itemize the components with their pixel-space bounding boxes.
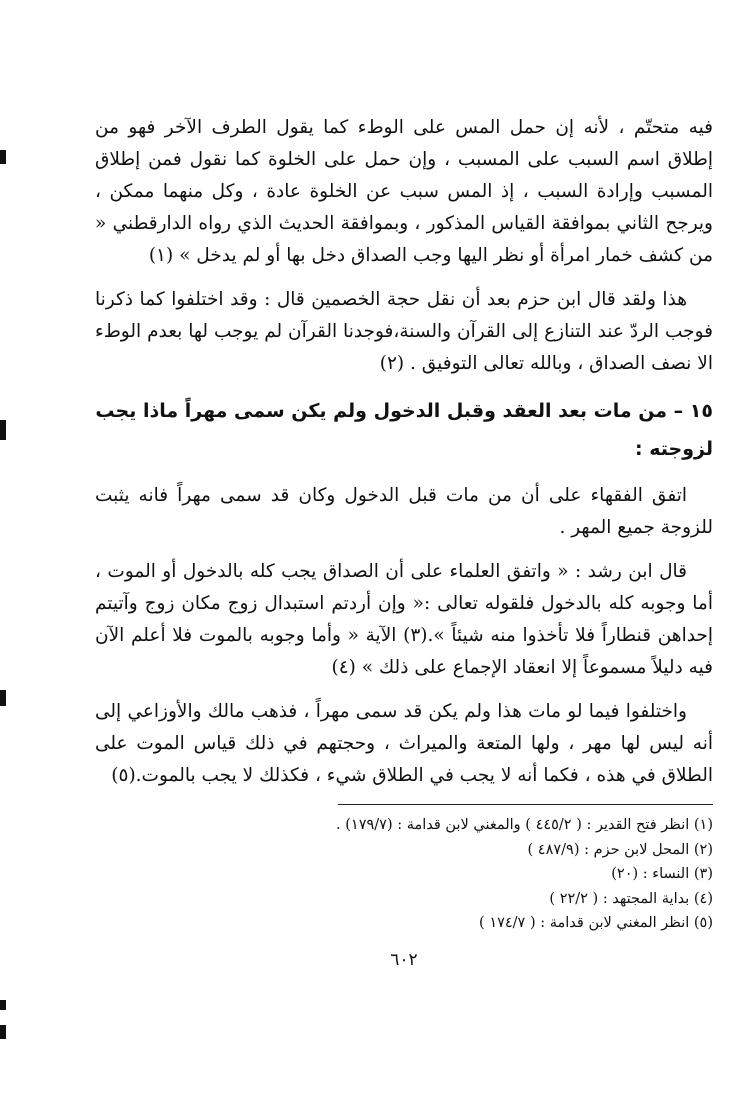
paragraph-continuation: فيه متحتّم ، لأنه إن حمل المس على الوطء كما يقول الطرف الآخر فهو من إطلاق اسم السبب على المسبب ، وإن حمل على الخلوة كما نقول فمن إطلاق المسبب وإرادة السبب ، إذ المس سبب عن الخلوة عادة ، وكل منهما ممكن ، ويرجح الثاني بموافقة القياس المذكور ، وبموافقة الحديث الذي رواه الدارقطني « من كشف خمار امرأة أو نظر اليها وجب الصداق دخل بها أو لم يدخل » (١) (95, 117, 713, 266)
footnote-2: (٢) المحل لابن حزم : (٤٨٧/٩ ) (527, 841, 713, 858)
footnote-5: (٥) انظر المغني لابن قدامة : ( ١٧٤/٧ ) (479, 915, 713, 931)
scan-edge-mark (0, 420, 6, 440)
footnote-3: (٣) النساء : (٢٠) (611, 866, 713, 882)
scan-edge-mark (0, 690, 6, 706)
document-page (95, 112, 713, 970)
section-heading: ١٥ – من مات بعد العقد وقبل الدخول ولم يكن سمى مهراً ماذا يجب لزوجته : (95, 400, 713, 460)
paragraph-ibn-hazm: هذا ولقد قال ابن حزم بعد أن نقل حجة الخصمين قال : وقد اختلفوا كما ذكرنا فوجب الردّ عند التنازع إلى القرآن والسنة،فوجدنا القرآن لم يوجب لها بعدم الوطء الا نصف الصداق ، وبالله تعالى التوفيق . (٢) (95, 289, 713, 374)
paragraph-ibn-rushd: قال ابن رشد : « واتفق العلماء على أن الصداق يجب كله بالدخول أو الموت ، أما وجوبه كله بالدخول فلقوله تعالى :« وإن أردتم استبدال زوج مكان زوج وآتيتم إحداهن قنطاراً فلا تأخذوا منه شيئاً ».(٣) الآية « وأما وجوبه بالموت فلا أعلم الآن فيه دليلاً مسموعاً إلا انعقاد الإجماع على ذلك » (٤) (95, 561, 713, 678)
paragraph-agreement: اتفق الفقهاء على أن من مات قبل الدخول وكان قد سمى مهراً فانه يثبت للزوجة جميع المهر . (95, 485, 713, 538)
paragraph-disagreement: واختلفوا فيما لو مات هذا ولم يكن قد سمى مهراً ، فذهب مالك والأوزاعي إلى أنه ليس لها مهر ، ولها المتعة والميراث ، وحجتهم في ذلك قياس الموت على الطلاق في هذه ، فكما أنه لا يجب في الطلاق شيء ، فكذلك لا يجب بالموت.(٥) (95, 701, 713, 786)
scan-edge-mark (0, 1025, 6, 1039)
scan-edge-mark (0, 1000, 6, 1010)
scan-edge-mark (0, 150, 6, 164)
page-number: ٦٠٢ (390, 949, 418, 970)
footnote-divider (338, 804, 713, 805)
footnote-4: (٤) بداية المجتهد : ( ٢٢/٢ ) (549, 890, 713, 907)
footnotes (95, 813, 713, 936)
footnote-1: (١) انظر فتح القدير : ( ٤٤٥/٢ ) والمغني لابن قدامة : (١٧٩/٧) . (336, 817, 713, 833)
